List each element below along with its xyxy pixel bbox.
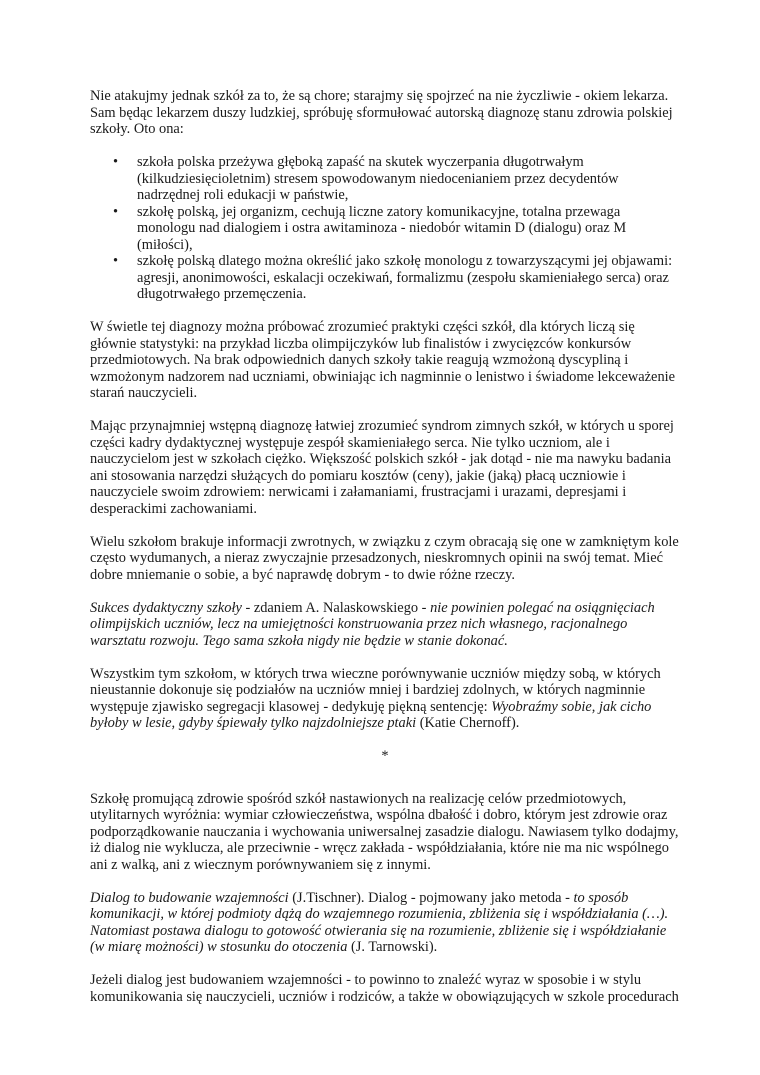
italic-quote: to sposób komunikacji, w której podmioty dążą do wzajemnego rozumienia, zbliżenia się i współdziałania (…). Natomiast postawa dialogu to gotowość otwierania się na rozumienie, zbliżenie się i współdziałanie (w miarę możności) w stosunku do otoczenia [90, 889, 669, 955]
italic-quote: nie powinien polegać na osiągnięciach olimpijskich uczniów, lecz na umiejętności konstruowania przez nich własnego, racjonalnego warsztatu rozwoju. Tego sama szkoła nigdy nie będzie w stanie dokonać. [90, 599, 655, 649]
italic-phrase: Dialog to budowanie wzajemności [90, 889, 289, 906]
paragraph-reciprocity: Jeżeli dialog jest budowaniem wzajemności - to powinno to znaleźć wyraz w sposobie i w stylu komunikowania się nauczycieli, uczniów i rodziców, a także w obowiązujących w szkole procedurach [90, 972, 679, 1005]
list-item: • szkoła polska przeżywa głęboką zapaść na skutek wyczerpania długotrwałym (kilkudziesięcioletnim) stresem spowodowanym niedocenianiem przez decydentów nadrzędnej roli edukacji w państwie, [137, 154, 680, 204]
paragraph-didactic-success [90, 600, 680, 650]
paragraph-intro: Nie atakujmy jednak szkół za to, że są chore; starajmy się spojrzeć na nie życzliwie - okiem lekarza. Sam będąc lekarzem duszy ludzkiej, spróbuję sformułować autorską diagnozę stanu zdrowia polskiej szkoły. Oto ona: [90, 88, 673, 137]
italic-phrase: Sukces dydaktyczny szkoły [90, 599, 242, 616]
plain-phrase: - zdaniem A. Nalaskowskiego - [241, 599, 431, 616]
paragraph-statistics: W świetle tej diagnozy można próbować zrozumieć praktyki części szkół, dla których liczą się głównie statystyki: na przykład liczba olimpijczyków lub finalistów i zwycięzców konkursów przedmiotowych. Na brak odpowiednich danych szkoły takie reagują wzmożoną dyscypliną i wzmożonym nadzorem nad uczniami, obwiniając ich nagminnie o lenistwo i świadome lekceważenie starań nauczycieli. [90, 319, 676, 401]
paragraph-health-school: Szkołę promującą zdrowie spośród szkół nastawionych na realizację celów przedmiotowych, utylitarnych wyróżnia: wymiar człowieczeństwa, wspólna dbałość i dobro, którym jest zdrowie oraz podporządkowanie nauczania i wychowania uniwersalnej zasadzie dialogu. Nawiasem tylko dodajmy, iż dialog nie wyklucza, ale przeciwnie - wręcz zakłada - współdziałania, które nie ma nic wspólnego ani z walką, ani z wiecznym porównywaniem się z innymi. [90, 790, 679, 873]
paragraph-dialog [90, 890, 680, 956]
paragraph-cold-schools: Mając przynajmniej wstępną diagnozę łatwiej zrozumieć syndrom zimnych szkół, w których u sporej części kadry dydaktycznej występuje zespół skamieniałego serca. Nie tylko uczniom, ale i nauczycielom jest w szkołach ciężko. Większość polskich szkół - jak dotąd - nie ma nawyku badania ani stosowania narzędzi służących do pomiaru kosztów (ceny), jakie (jaką) płacą uczniowie i nauczyciele swoim zdrowiem: nerwicami i załamaniami, frustracjami i urazami, depresjami i desperackimi zachowaniami. [90, 418, 674, 517]
document-page [90, 88, 680, 1005]
paragraph-comparison [90, 666, 680, 732]
quote-author: (Katie Chernoff). [416, 715, 520, 731]
section-separator: * [381, 748, 389, 764]
paragraph-feedback: Wielu szkołom brakuje informacji zwrotnych, w związku z czym obracają się one w zamkniętym kole często wydumanych, a nieraz zwyczajnie przesadzonych, nieskromnych opinii na swój temat. Mieć dobre mniemanie o sobie, a być naprawdę dobrym - to dwie różne rzeczy. [90, 533, 679, 583]
italic-quote: Wyobraźmy sobie, jak cicho byłoby w lesie, gdyby śpiewały tylko najzdolniejsze ptaki [90, 698, 652, 731]
diagnosis-list [90, 154, 680, 303]
list-item: • szkołę polską dlatego można określić jako szkołę monologu z towarzyszącymi jej objawami: agresji, anonimowości, eskalacji oczekiwań, formalizmu (zespołu skamieniałego serca) oraz długotrwałego przemęczenia. [137, 253, 680, 303]
quote-author: (J. Tarnowski). [347, 939, 438, 955]
plain-phrase: Wszystkim tym szkołom, w których trwa wieczne porównywanie uczniów między sobą, w których nieustannie dokonuje się podziałów na uczniów mniej i bardziej zdolnych, w których nagminnie występuje zjawisko segregacji klasowej - dedykuję piękną sentencję: [90, 665, 661, 715]
plain-phrase: (J.Tischner). Dialog - pojmowany jako metoda - [288, 889, 574, 906]
list-item: • szkołę polską, jej organizm, cechują liczne zatory komunikacyjne, totalna przewaga monologu nad dialogiem i ostra awitaminoza - niedobór witamin D (dialogu) oraz M (miłości), [137, 204, 680, 254]
